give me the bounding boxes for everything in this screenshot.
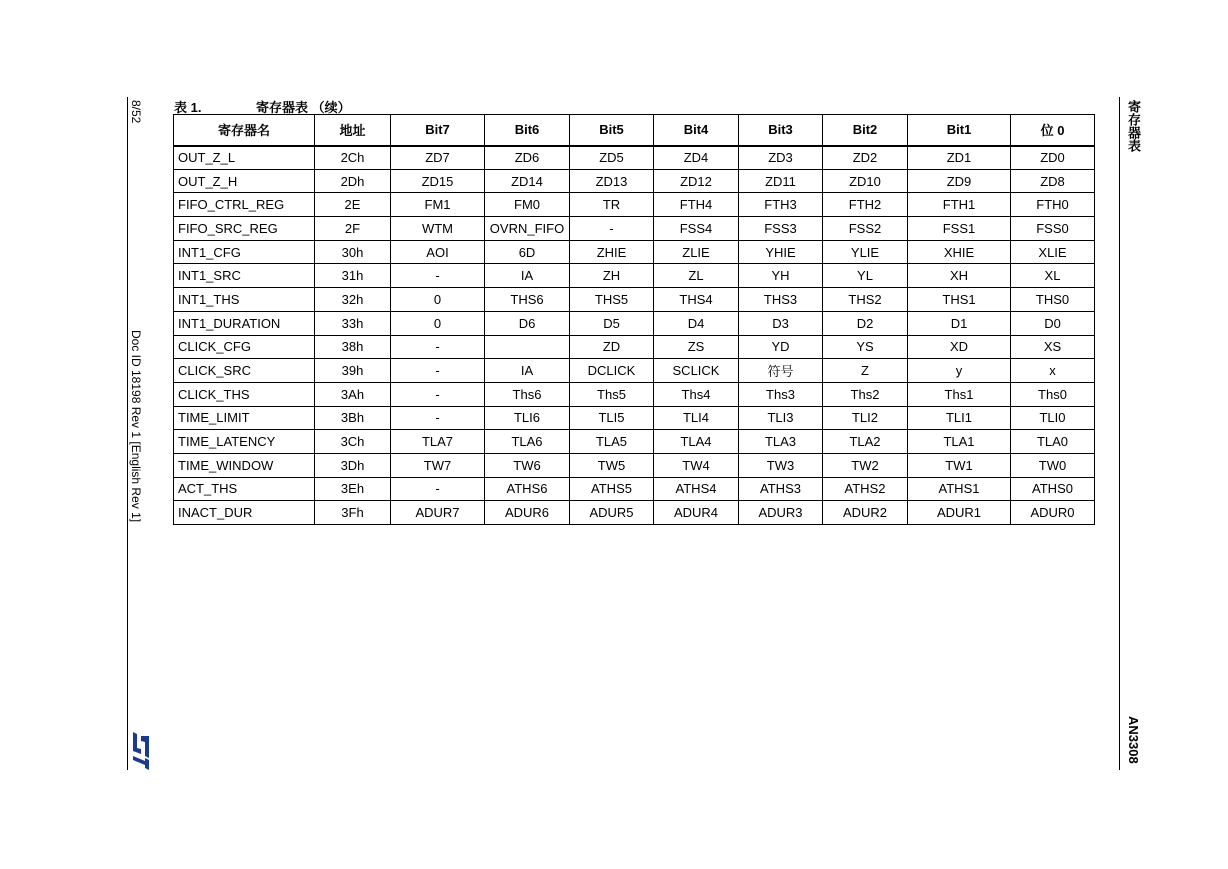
bit-cell: FTH3	[739, 193, 823, 217]
bit-cell: x	[1011, 359, 1095, 383]
bit-cell: TW0	[1011, 453, 1095, 477]
table-caption-label: 表 1.	[174, 100, 202, 115]
table-row	[174, 169, 1095, 193]
header-bit5: Bit5	[570, 115, 654, 146]
bit-cell: TLA7	[391, 430, 485, 454]
bit-cell: -	[391, 406, 485, 430]
table-row	[174, 335, 1095, 359]
bit-cell: ATHS6	[485, 477, 570, 501]
bit-cell: -	[391, 359, 485, 383]
bit-cell: TLI4	[654, 406, 739, 430]
bit-cell: 符号	[739, 359, 823, 383]
bit-cell: XHIE	[908, 240, 1011, 264]
bit-cell: 0	[391, 288, 485, 312]
bit-cell: TW7	[391, 453, 485, 477]
bit-cell: Ths4	[654, 382, 739, 406]
table-row	[174, 430, 1095, 454]
bit-cell: XS	[1011, 335, 1095, 359]
address-cell: 30h	[315, 240, 391, 264]
address-cell: 3Ch	[315, 430, 391, 454]
bit-cell	[485, 335, 570, 359]
header-bit1: Bit1	[908, 115, 1011, 146]
bit-cell: ZL	[654, 264, 739, 288]
bit-cell: TW2	[823, 453, 908, 477]
bit-cell: ZD15	[391, 169, 485, 193]
bit-cell: XH	[908, 264, 1011, 288]
address-cell: 3Bh	[315, 406, 391, 430]
bit-cell: ZD1	[908, 146, 1011, 170]
address-cell: 2F	[315, 217, 391, 241]
bit-cell: ADUR2	[823, 501, 908, 525]
bit-cell: ADUR0	[1011, 501, 1095, 525]
bit-cell: ZS	[654, 335, 739, 359]
table-caption-title: 寄存器表 （续）	[256, 100, 351, 115]
doc-name: AN3308	[1126, 716, 1141, 764]
bit-cell: FSS0	[1011, 217, 1095, 241]
table-row	[174, 406, 1095, 430]
table-row	[174, 288, 1095, 312]
bit-cell: XLIE	[1011, 240, 1095, 264]
bit-cell: Ths3	[739, 382, 823, 406]
bit-cell: ATHS0	[1011, 477, 1095, 501]
bit-cell: ZD13	[570, 169, 654, 193]
register-name-cell: CLICK_CFG	[174, 335, 315, 359]
register-name-cell: OUT_Z_H	[174, 169, 315, 193]
bit-cell: TLI1	[908, 406, 1011, 430]
bit-cell: Z	[823, 359, 908, 383]
bit-cell: FSS2	[823, 217, 908, 241]
bit-cell: ZD6	[485, 146, 570, 170]
register-table	[173, 114, 1095, 525]
bit-cell: 6D	[485, 240, 570, 264]
st-logo-icon	[129, 730, 153, 770]
bit-cell: ZD3	[739, 146, 823, 170]
register-name-cell: FIFO_SRC_REG	[174, 217, 315, 241]
bit-cell: FTH1	[908, 193, 1011, 217]
bit-cell: YHIE	[739, 240, 823, 264]
address-cell: 39h	[315, 359, 391, 383]
address-cell: 31h	[315, 264, 391, 288]
doc-id: Doc ID 18198 Rev 1 [English Rev 1]	[129, 330, 143, 523]
header-register-name: 寄存器名	[174, 115, 315, 146]
bit-cell: YH	[739, 264, 823, 288]
address-cell: 3Dh	[315, 453, 391, 477]
bit-cell: FSS1	[908, 217, 1011, 241]
bit-cell: TLA5	[570, 430, 654, 454]
bit-cell: -	[391, 264, 485, 288]
bit-cell: YLIE	[823, 240, 908, 264]
bit-cell: ZD9	[908, 169, 1011, 193]
bit-cell: ZD4	[654, 146, 739, 170]
bit-cell: TLI2	[823, 406, 908, 430]
bit-cell: Ths0	[1011, 382, 1095, 406]
header-bit4: Bit4	[654, 115, 739, 146]
table-row	[174, 453, 1095, 477]
bit-cell: FSS3	[739, 217, 823, 241]
bit-cell: TLI0	[1011, 406, 1095, 430]
register-name-cell: INT1_SRC	[174, 264, 315, 288]
register-name-cell: CLICK_SRC	[174, 359, 315, 383]
bit-cell: XD	[908, 335, 1011, 359]
table-row	[174, 477, 1095, 501]
bit-cell: ADUR7	[391, 501, 485, 525]
bit-cell: ZD12	[654, 169, 739, 193]
bit-cell: IA	[485, 264, 570, 288]
bit-cell: FTH4	[654, 193, 739, 217]
table-row	[174, 311, 1095, 335]
header-bit3: Bit3	[739, 115, 823, 146]
bit-cell: WTM	[391, 217, 485, 241]
bit-cell: TLI6	[485, 406, 570, 430]
bit-cell: ZHIE	[570, 240, 654, 264]
address-cell: 2Dh	[315, 169, 391, 193]
table-body	[174, 146, 1095, 525]
register-name-cell: INT1_DURATION	[174, 311, 315, 335]
bit-cell: FM0	[485, 193, 570, 217]
bit-cell: ZD7	[391, 146, 485, 170]
register-name-cell: INT1_THS	[174, 288, 315, 312]
bit-cell: TW1	[908, 453, 1011, 477]
bit-cell: TR	[570, 193, 654, 217]
bit-cell: YS	[823, 335, 908, 359]
address-cell: 3Eh	[315, 477, 391, 501]
bit-cell: D5	[570, 311, 654, 335]
address-cell: 33h	[315, 311, 391, 335]
register-name-cell: TIME_LATENCY	[174, 430, 315, 454]
bit-cell: D0	[1011, 311, 1095, 335]
bit-cell: ATHS5	[570, 477, 654, 501]
register-name-cell: INACT_DUR	[174, 501, 315, 525]
register-name-cell: FIFO_CTRL_REG	[174, 193, 315, 217]
bit-cell: ZD0	[1011, 146, 1095, 170]
bit-cell: D1	[908, 311, 1011, 335]
bit-cell: ZD14	[485, 169, 570, 193]
bit-cell: D3	[739, 311, 823, 335]
bit-cell: THS0	[1011, 288, 1095, 312]
bit-cell: ZD5	[570, 146, 654, 170]
bit-cell: ZLIE	[654, 240, 739, 264]
header-bit0: 位 0	[1011, 115, 1095, 146]
bit-cell: TW4	[654, 453, 739, 477]
bit-cell: FTH2	[823, 193, 908, 217]
bit-cell: FTH0	[1011, 193, 1095, 217]
bit-cell: TLA2	[823, 430, 908, 454]
bit-cell: FSS4	[654, 217, 739, 241]
bit-cell: -	[391, 335, 485, 359]
register-name-cell: OUT_Z_L	[174, 146, 315, 170]
register-name-cell: ACT_THS	[174, 477, 315, 501]
bit-cell: THS4	[654, 288, 739, 312]
bit-cell: D4	[654, 311, 739, 335]
bit-cell: ZD2	[823, 146, 908, 170]
bit-cell: ATHS3	[739, 477, 823, 501]
register-name-cell: TIME_WINDOW	[174, 453, 315, 477]
bit-cell: -	[570, 217, 654, 241]
bit-cell: THS1	[908, 288, 1011, 312]
table-row	[174, 501, 1095, 525]
bit-cell: Ths5	[570, 382, 654, 406]
bit-cell: THS5	[570, 288, 654, 312]
bit-cell: YD	[739, 335, 823, 359]
bit-cell: TLA6	[485, 430, 570, 454]
bit-cell: 0	[391, 311, 485, 335]
bit-cell: ATHS1	[908, 477, 1011, 501]
table-header-row	[174, 115, 1095, 146]
header-bit7: Bit7	[391, 115, 485, 146]
table-row	[174, 217, 1095, 241]
table-row	[174, 193, 1095, 217]
right-margin-line	[1119, 97, 1120, 770]
bit-cell: y	[908, 359, 1011, 383]
bit-cell: ADUR6	[485, 501, 570, 525]
bit-cell: ZD8	[1011, 169, 1095, 193]
table-row	[174, 359, 1095, 383]
register-name-cell: INT1_CFG	[174, 240, 315, 264]
bit-cell: THS3	[739, 288, 823, 312]
bit-cell: Ths1	[908, 382, 1011, 406]
address-cell: 2E	[315, 193, 391, 217]
table-row	[174, 146, 1095, 170]
header-bit6: Bit6	[485, 115, 570, 146]
bit-cell: ZD10	[823, 169, 908, 193]
section-title: 寄存器表	[1126, 100, 1141, 152]
bit-cell: SCLICK	[654, 359, 739, 383]
bit-cell: TLA0	[1011, 430, 1095, 454]
register-name-cell: TIME_LIMIT	[174, 406, 315, 430]
table-row	[174, 264, 1095, 288]
table-row	[174, 240, 1095, 264]
bit-cell: OVRN_FIFO	[485, 217, 570, 241]
bit-cell: ADUR4	[654, 501, 739, 525]
bit-cell: -	[391, 382, 485, 406]
address-cell: 3Ah	[315, 382, 391, 406]
bit-cell: -	[391, 477, 485, 501]
bit-cell: TW3	[739, 453, 823, 477]
bit-cell: ATHS4	[654, 477, 739, 501]
bit-cell: XL	[1011, 264, 1095, 288]
bit-cell: ADUR5	[570, 501, 654, 525]
register-name-cell: CLICK_THS	[174, 382, 315, 406]
page-number: 8/52	[129, 100, 143, 124]
bit-cell: D6	[485, 311, 570, 335]
address-cell: 2Ch	[315, 146, 391, 170]
bit-cell: IA	[485, 359, 570, 383]
bit-cell: TLA3	[739, 430, 823, 454]
bit-cell: ZD11	[739, 169, 823, 193]
bit-cell: AOI	[391, 240, 485, 264]
bit-cell: DCLICK	[570, 359, 654, 383]
bit-cell: FM1	[391, 193, 485, 217]
bit-cell: THS6	[485, 288, 570, 312]
bit-cell: ZH	[570, 264, 654, 288]
bit-cell: TW5	[570, 453, 654, 477]
header-bit2: Bit2	[823, 115, 908, 146]
bit-cell: ZD	[570, 335, 654, 359]
address-cell: 32h	[315, 288, 391, 312]
bit-cell: TLA4	[654, 430, 739, 454]
bit-cell: TLI3	[739, 406, 823, 430]
bit-cell: ADUR3	[739, 501, 823, 525]
bit-cell: ADUR1	[908, 501, 1011, 525]
bit-cell: TLI5	[570, 406, 654, 430]
address-cell: 38h	[315, 335, 391, 359]
bit-cell: TLA1	[908, 430, 1011, 454]
bit-cell: YL	[823, 264, 908, 288]
bit-cell: D2	[823, 311, 908, 335]
address-cell: 3Fh	[315, 501, 391, 525]
bit-cell: Ths2	[823, 382, 908, 406]
bit-cell: THS2	[823, 288, 908, 312]
table-row	[174, 382, 1095, 406]
header-address: 地址	[315, 115, 391, 146]
bit-cell: TW6	[485, 453, 570, 477]
bit-cell: Ths6	[485, 382, 570, 406]
bit-cell: ATHS2	[823, 477, 908, 501]
